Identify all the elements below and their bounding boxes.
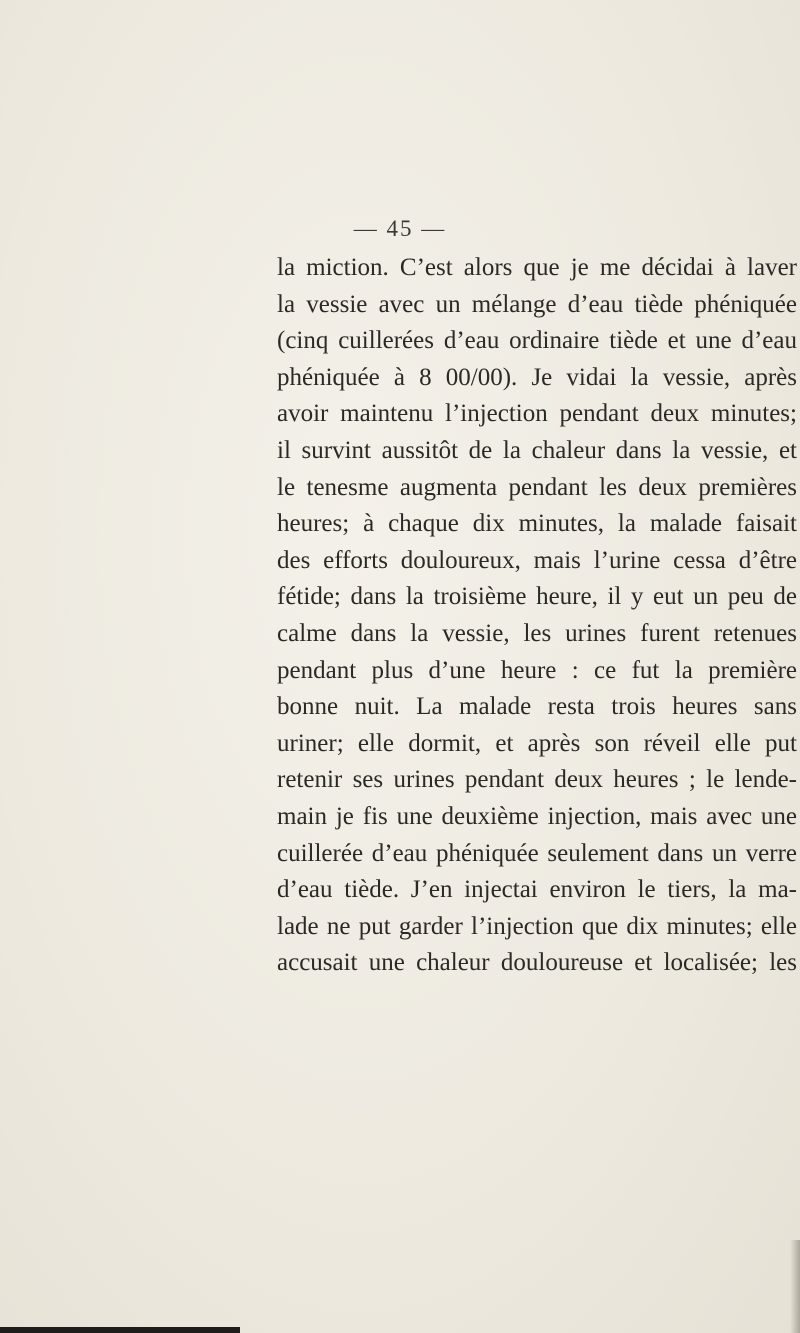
text-line: fétide; dans la troisième heure, il y eut un peu de bbox=[277, 583, 797, 611]
text-line: calme dans la vessie, les urines furent retenues bbox=[277, 619, 797, 647]
text-line: (cinq cuillerées d’eau ordinaire tiède et une d’eau bbox=[277, 327, 797, 355]
text-line: heures; à chaque dix minutes, la malade faisait bbox=[277, 510, 797, 538]
page-number: — 45 — bbox=[353, 216, 447, 241]
text-line: le tenesme augmenta pendant les deux premières bbox=[277, 473, 797, 501]
text-line: uriner; elle dormit, et après son réveil elle put bbox=[277, 729, 797, 757]
text-line: bonne nuit. La malade resta trois heures sans bbox=[277, 693, 797, 721]
text-line: pendant plus d’une heure : ce fut la première bbox=[277, 656, 797, 684]
page-bottom-edge bbox=[0, 1327, 240, 1333]
text-line: la vessie avec un mélange d’eau tiède phéniquée bbox=[277, 290, 797, 318]
text-line: il survint aussitôt de la chaleur dans la vessie, et bbox=[277, 436, 797, 464]
text-line: phéniquée à 8 00/00). Je vidai la vessie, après bbox=[277, 363, 797, 391]
text-line: avoir maintenu l’injection pendant deux minutes; bbox=[277, 400, 797, 428]
text-line: main je fis une deuxième injection, mais avec une bbox=[277, 802, 797, 830]
text-line: des efforts douloureux, mais l’urine cessa d’être bbox=[277, 546, 797, 574]
text-line: accusait une chaleur douloureuse et localisée; les bbox=[277, 949, 797, 977]
text-line: d’eau tiède. J’en injectai environ le tiers, la ma- bbox=[277, 876, 797, 904]
text-line: cuillerée d’eau phéniquée seulement dans un verre bbox=[277, 839, 797, 867]
text-line: retenir ses urines pendant deux heures ; le lende- bbox=[277, 766, 797, 794]
page-edge-shadow bbox=[790, 1240, 800, 1333]
text-line: la miction. C’est alors que je me décidai à laver bbox=[277, 254, 797, 281]
text-line: lade ne put garder l’injection que dix minutes; elle bbox=[277, 912, 797, 940]
body-text bbox=[277, 250, 797, 982]
